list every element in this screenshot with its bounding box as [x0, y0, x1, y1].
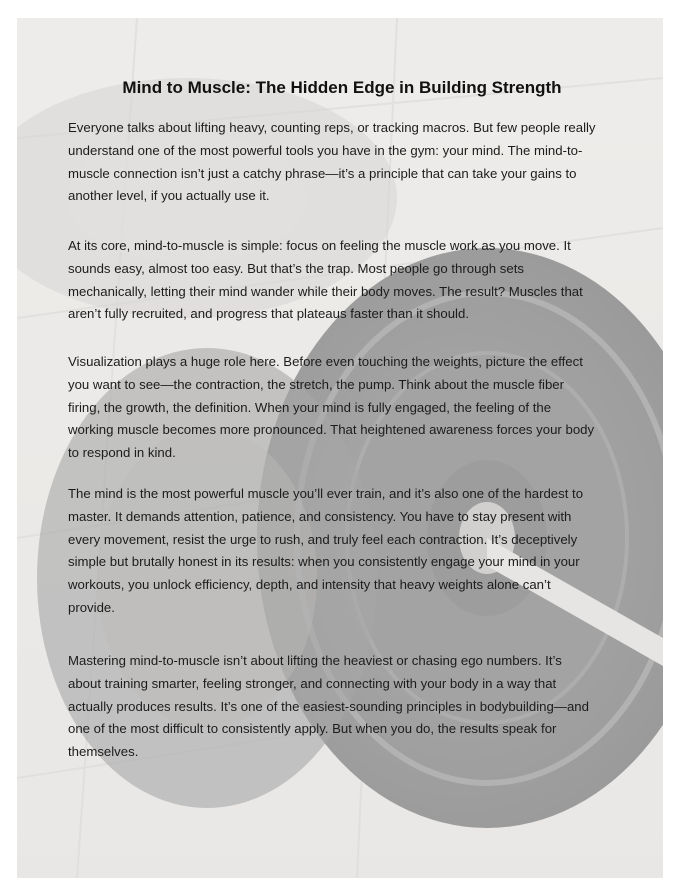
paragraph-4: The mind is the most powerful muscle you’ll ever train, and it’s also one of the hardest to master. It demands attention, patience, and consistency. You have to stay present with every movement, resist the urge to rush, and truly feel each contraction. It’s deceptively simple but brutally honest in its results: when you consistently engage your mind in your workouts, you unlock efficiency, depth, and intensity that heavy weights alone can’t provide. — [68, 486, 584, 615]
article-title: Mind to Muscle: The Hidden Edge in Building Strength — [122, 78, 562, 97]
paragraph-2: At its core, mind-to-muscle is simple: focus on feeling the muscle work as you move. It sounds easy, almost too easy. But that’s the trap. Most people go through sets mechanically, letting their mind wander while their body moves. The result? Muscles that aren’t fully recruited, and progress that plateaus faster than it should. — [68, 238, 583, 322]
paragraph-1: Everyone talks about lifting heavy, counting reps, or tracking macros. But few people really understand one of the most powerful tools you have in the gym: your mind. The mind-to-muscle connection isn’t just a catchy phrase—it’s a principle that can take your gains to another level, if you actually use it. — [68, 120, 596, 204]
document-page — [17, 18, 663, 878]
paragraph-3: Visualization plays a huge role here. Before even touching the weights, picture the effect you want to see—the contraction, the stretch, the pump. Think about the muscle fiber firing, the growth, the definition. When your mind is fully engaged, the feeling of the working muscle becomes more pronounced. That heightened awareness forces your body to respond in kind. — [68, 354, 595, 461]
paragraph-5: Mastering mind-to-muscle isn’t about lifting the heaviest or chasing ego numbers. It’s about training smarter, feeling stronger, and connecting with your body in a way that actually produces results. It’s one of the easiest-sounding principles in bodybuilding—and one of the most difficult to consistently apply. But when you do, the results speak for themselves. — [68, 653, 589, 760]
